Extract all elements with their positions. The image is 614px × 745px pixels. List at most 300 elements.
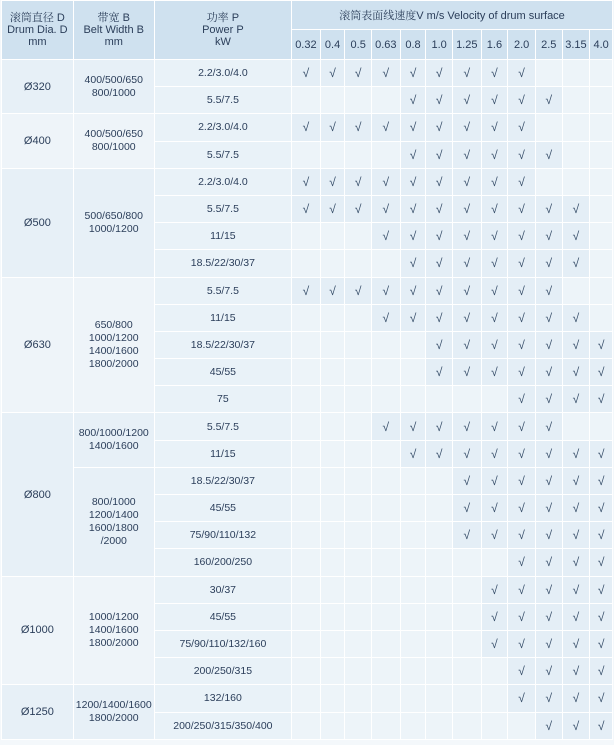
- check-mark-icon: √: [426, 304, 453, 331]
- check-mark-icon: √: [320, 277, 345, 304]
- empty-speed-cell: [371, 250, 400, 277]
- check-mark-icon: √: [508, 195, 536, 222]
- belt-width-line: 800/1000/1200: [78, 427, 149, 440]
- power-cell: 5.5/7.5: [154, 141, 291, 168]
- check-mark-icon: √: [371, 114, 400, 141]
- power-cell: 18.5/22/30/37: [154, 467, 291, 494]
- header-diameter-zh: 滚筒直径 D: [9, 12, 65, 24]
- check-mark-icon: √: [508, 223, 536, 250]
- empty-speed-cell: [590, 114, 613, 141]
- check-mark-icon: √: [426, 141, 453, 168]
- check-mark-icon: √: [452, 522, 481, 549]
- power-cell: 11/15: [154, 223, 291, 250]
- check-mark-icon: √: [481, 630, 508, 657]
- empty-speed-cell: [371, 658, 400, 685]
- check-mark-icon: √: [535, 223, 562, 250]
- check-mark-icon: √: [535, 141, 562, 168]
- empty-speed-cell: [345, 250, 372, 277]
- check-mark-icon: √: [508, 87, 536, 114]
- empty-speed-cell: [400, 359, 426, 386]
- empty-speed-cell: [452, 712, 481, 739]
- empty-speed-cell: [590, 60, 613, 87]
- header-power-zh: 功率 P: [206, 12, 240, 24]
- check-mark-icon: √: [508, 386, 536, 413]
- empty-speed-cell: [426, 549, 453, 576]
- check-mark-icon: √: [452, 359, 481, 386]
- empty-speed-cell: [292, 603, 321, 630]
- belt-width-cell: [73, 467, 154, 576]
- empty-speed-cell: [400, 658, 426, 685]
- check-mark-icon: √: [481, 359, 508, 386]
- power-cell: 200/250/315: [154, 658, 291, 685]
- belt-width-line: 1800/2000: [88, 357, 139, 370]
- empty-speed-cell: [590, 141, 613, 168]
- empty-speed-cell: [452, 603, 481, 630]
- check-mark-icon: √: [452, 495, 481, 522]
- empty-speed-cell: [320, 304, 345, 331]
- check-mark-icon: √: [426, 114, 453, 141]
- power-cell: 2.2/3.0/4.0: [154, 168, 291, 195]
- check-mark-icon: √: [508, 60, 536, 87]
- table-row: [2, 168, 613, 195]
- check-mark-icon: √: [481, 250, 508, 277]
- power-cell: 5.5/7.5: [154, 277, 291, 304]
- check-mark-icon: √: [371, 60, 400, 87]
- check-mark-icon: √: [562, 223, 590, 250]
- belt-width-cell: [73, 114, 154, 168]
- check-mark-icon: √: [535, 359, 562, 386]
- empty-speed-cell: [400, 331, 426, 358]
- check-mark-icon: √: [426, 250, 453, 277]
- empty-speed-cell: [320, 413, 345, 440]
- empty-speed-cell: [292, 658, 321, 685]
- check-mark-icon: √: [452, 304, 481, 331]
- empty-speed-cell: [345, 467, 372, 494]
- check-mark-icon: √: [400, 168, 426, 195]
- header-power-unit: kW: [214, 36, 231, 48]
- empty-speed-cell: [590, 277, 613, 304]
- empty-speed-cell: [292, 522, 321, 549]
- speed-header-cell: 0.63: [371, 30, 400, 60]
- empty-speed-cell: [371, 576, 400, 603]
- power-cell: 160/200/250: [154, 549, 291, 576]
- check-mark-icon: √: [292, 277, 321, 304]
- check-mark-icon: √: [481, 277, 508, 304]
- check-mark-icon: √: [452, 277, 481, 304]
- power-cell: 75: [154, 386, 291, 413]
- check-mark-icon: √: [535, 331, 562, 358]
- check-mark-icon: √: [562, 549, 590, 576]
- check-mark-icon: √: [508, 168, 536, 195]
- empty-speed-cell: [452, 549, 481, 576]
- check-mark-icon: √: [481, 495, 508, 522]
- check-mark-icon: √: [535, 685, 562, 712]
- empty-speed-cell: [345, 685, 372, 712]
- empty-speed-cell: [345, 359, 372, 386]
- check-mark-icon: √: [345, 195, 372, 222]
- empty-speed-cell: [590, 168, 613, 195]
- drum-diameter-cell: Ø400: [2, 114, 74, 168]
- check-mark-icon: √: [426, 277, 453, 304]
- empty-speed-cell: [535, 60, 562, 87]
- empty-speed-cell: [292, 712, 321, 739]
- empty-speed-cell: [345, 495, 372, 522]
- empty-speed-cell: [320, 576, 345, 603]
- empty-speed-cell: [371, 467, 400, 494]
- check-mark-icon: √: [426, 413, 453, 440]
- belt-width-line: 400/500/650: [84, 73, 143, 86]
- check-mark-icon: √: [590, 522, 613, 549]
- empty-speed-cell: [481, 658, 508, 685]
- empty-speed-cell: [320, 658, 345, 685]
- check-mark-icon: √: [426, 331, 453, 358]
- power-cell: 2.2/3.0/4.0: [154, 60, 291, 87]
- belt-width-line: 1000/1200: [88, 331, 139, 344]
- empty-speed-cell: [452, 685, 481, 712]
- check-mark-icon: √: [452, 114, 481, 141]
- check-mark-icon: √: [590, 359, 613, 386]
- empty-speed-cell: [345, 576, 372, 603]
- empty-speed-cell: [320, 386, 345, 413]
- belt-width-cell: [73, 277, 154, 413]
- check-mark-icon: √: [562, 685, 590, 712]
- check-mark-icon: √: [508, 250, 536, 277]
- check-mark-icon: √: [292, 60, 321, 87]
- empty-speed-cell: [400, 549, 426, 576]
- check-mark-icon: √: [481, 522, 508, 549]
- header-belt-width: [73, 1, 154, 60]
- drum-diameter-cell: Ø1250: [2, 685, 74, 739]
- check-mark-icon: √: [452, 413, 481, 440]
- check-mark-icon: √: [481, 467, 508, 494]
- empty-speed-cell: [562, 141, 590, 168]
- empty-speed-cell: [426, 685, 453, 712]
- empty-speed-cell: [452, 630, 481, 657]
- belt-width-cell: [73, 168, 154, 277]
- empty-speed-cell: [345, 331, 372, 358]
- check-mark-icon: √: [481, 440, 508, 467]
- check-mark-icon: √: [320, 195, 345, 222]
- check-mark-icon: √: [452, 331, 481, 358]
- check-mark-icon: √: [426, 195, 453, 222]
- header-power: [154, 1, 291, 60]
- speed-header-cell: 1.25: [452, 30, 481, 60]
- belt-width-line: 650/800: [94, 318, 133, 331]
- check-mark-icon: √: [345, 168, 372, 195]
- check-mark-icon: √: [452, 440, 481, 467]
- speed-header-cell: 0.5: [345, 30, 372, 60]
- empty-speed-cell: [371, 630, 400, 657]
- check-mark-icon: √: [562, 712, 590, 739]
- empty-speed-cell: [292, 549, 321, 576]
- check-mark-icon: √: [535, 250, 562, 277]
- table-row: [2, 467, 613, 494]
- check-mark-icon: √: [481, 576, 508, 603]
- power-cell: 45/55: [154, 495, 291, 522]
- table-row: [2, 685, 613, 712]
- empty-speed-cell: [562, 60, 590, 87]
- table-row: [2, 413, 613, 440]
- check-mark-icon: √: [590, 603, 613, 630]
- empty-speed-cell: [426, 522, 453, 549]
- check-mark-icon: √: [508, 331, 536, 358]
- check-mark-icon: √: [590, 549, 613, 576]
- empty-speed-cell: [590, 195, 613, 222]
- check-mark-icon: √: [562, 440, 590, 467]
- empty-speed-cell: [371, 331, 400, 358]
- check-mark-icon: √: [562, 630, 590, 657]
- check-mark-icon: √: [481, 195, 508, 222]
- belt-width-line: 400/500/650: [84, 128, 143, 141]
- check-mark-icon: √: [535, 549, 562, 576]
- check-mark-icon: √: [535, 386, 562, 413]
- check-mark-icon: √: [535, 630, 562, 657]
- header-diameter-unit: mm: [28, 36, 47, 48]
- drum-diameter-cell: Ø630: [2, 277, 74, 413]
- empty-speed-cell: [345, 549, 372, 576]
- empty-speed-cell: [400, 576, 426, 603]
- empty-speed-cell: [590, 413, 613, 440]
- empty-speed-cell: [400, 603, 426, 630]
- empty-speed-cell: [371, 141, 400, 168]
- check-mark-icon: √: [400, 440, 426, 467]
- check-mark-icon: √: [371, 223, 400, 250]
- empty-speed-cell: [426, 630, 453, 657]
- empty-speed-cell: [481, 386, 508, 413]
- check-mark-icon: √: [562, 522, 590, 549]
- header-belt-unit: mm: [104, 36, 123, 48]
- check-mark-icon: √: [400, 304, 426, 331]
- empty-speed-cell: [345, 658, 372, 685]
- check-mark-icon: √: [426, 168, 453, 195]
- check-mark-icon: √: [452, 195, 481, 222]
- empty-speed-cell: [292, 495, 321, 522]
- empty-speed-cell: [292, 467, 321, 494]
- check-mark-icon: √: [400, 141, 426, 168]
- power-cell: 2.2/3.0/4.0: [154, 114, 291, 141]
- check-mark-icon: √: [535, 413, 562, 440]
- empty-speed-cell: [400, 630, 426, 657]
- empty-speed-cell: [371, 440, 400, 467]
- empty-speed-cell: [426, 495, 453, 522]
- empty-speed-cell: [426, 603, 453, 630]
- check-mark-icon: √: [590, 467, 613, 494]
- check-mark-icon: √: [481, 141, 508, 168]
- empty-speed-cell: [345, 603, 372, 630]
- empty-speed-cell: [320, 331, 345, 358]
- empty-speed-cell: [320, 223, 345, 250]
- check-mark-icon: √: [481, 331, 508, 358]
- check-mark-icon: √: [590, 495, 613, 522]
- empty-speed-cell: [452, 386, 481, 413]
- check-mark-icon: √: [590, 630, 613, 657]
- check-mark-icon: √: [426, 359, 453, 386]
- empty-speed-cell: [320, 630, 345, 657]
- check-mark-icon: √: [400, 114, 426, 141]
- empty-speed-cell: [400, 522, 426, 549]
- check-mark-icon: √: [452, 168, 481, 195]
- table-row: [2, 576, 613, 603]
- belt-width-line: 1400/1600: [88, 344, 139, 357]
- empty-speed-cell: [320, 359, 345, 386]
- power-cell: 11/15: [154, 304, 291, 331]
- belt-width-cell: [73, 60, 154, 114]
- power-cell: 132/160: [154, 685, 291, 712]
- power-cell: 5.5/7.5: [154, 413, 291, 440]
- empty-speed-cell: [426, 712, 453, 739]
- table-row: [2, 60, 613, 87]
- check-mark-icon: √: [508, 630, 536, 657]
- spec-table-body: [2, 60, 613, 740]
- empty-speed-cell: [371, 522, 400, 549]
- power-cell: 200/250/315/350/400: [154, 712, 291, 739]
- check-mark-icon: √: [590, 386, 613, 413]
- speed-header-cell: 1.6: [481, 30, 508, 60]
- empty-speed-cell: [562, 277, 590, 304]
- check-mark-icon: √: [508, 603, 536, 630]
- check-mark-icon: √: [562, 386, 590, 413]
- speed-header-cell: 0.4: [320, 30, 345, 60]
- check-mark-icon: √: [508, 522, 536, 549]
- empty-speed-cell: [345, 630, 372, 657]
- empty-speed-cell: [320, 685, 345, 712]
- empty-speed-cell: [400, 495, 426, 522]
- drum-spec-table: [1, 0, 613, 740]
- empty-speed-cell: [371, 87, 400, 114]
- empty-speed-cell: [400, 386, 426, 413]
- check-mark-icon: √: [562, 250, 590, 277]
- check-mark-icon: √: [400, 413, 426, 440]
- speed-header-cell: 4.0: [590, 30, 613, 60]
- empty-speed-cell: [590, 87, 613, 114]
- empty-speed-cell: [292, 630, 321, 657]
- belt-width-line: 800/1000: [91, 86, 136, 99]
- empty-speed-cell: [320, 87, 345, 114]
- empty-speed-cell: [292, 331, 321, 358]
- check-mark-icon: √: [400, 60, 426, 87]
- check-mark-icon: √: [508, 576, 536, 603]
- belt-width-line: 500/650/800: [84, 209, 143, 222]
- empty-speed-cell: [292, 359, 321, 386]
- check-mark-icon: √: [535, 522, 562, 549]
- empty-speed-cell: [562, 87, 590, 114]
- empty-speed-cell: [371, 549, 400, 576]
- check-mark-icon: √: [481, 304, 508, 331]
- check-mark-icon: √: [508, 413, 536, 440]
- check-mark-icon: √: [562, 576, 590, 603]
- empty-speed-cell: [426, 467, 453, 494]
- belt-width-cell: [73, 413, 154, 467]
- check-mark-icon: √: [481, 87, 508, 114]
- empty-speed-cell: [371, 685, 400, 712]
- speed-header-cell: 0.32: [292, 30, 321, 60]
- empty-speed-cell: [292, 304, 321, 331]
- belt-width-line: 1800/2000: [88, 712, 139, 724]
- check-mark-icon: √: [562, 467, 590, 494]
- empty-speed-cell: [292, 250, 321, 277]
- check-mark-icon: √: [562, 495, 590, 522]
- empty-speed-cell: [371, 359, 400, 386]
- belt-width-line: 1000/1200: [88, 610, 139, 623]
- empty-speed-cell: [345, 440, 372, 467]
- check-mark-icon: √: [452, 467, 481, 494]
- check-mark-icon: √: [481, 114, 508, 141]
- check-mark-icon: √: [535, 658, 562, 685]
- empty-speed-cell: [535, 168, 562, 195]
- check-mark-icon: √: [320, 60, 345, 87]
- check-mark-icon: √: [452, 141, 481, 168]
- power-cell: 11/15: [154, 440, 291, 467]
- check-mark-icon: √: [452, 60, 481, 87]
- check-mark-icon: √: [590, 658, 613, 685]
- empty-speed-cell: [562, 168, 590, 195]
- power-cell: 30/37: [154, 576, 291, 603]
- check-mark-icon: √: [562, 658, 590, 685]
- check-mark-icon: √: [535, 603, 562, 630]
- empty-speed-cell: [426, 658, 453, 685]
- empty-speed-cell: [371, 712, 400, 739]
- belt-width-line: 1000/1200: [88, 222, 139, 235]
- empty-speed-cell: [452, 658, 481, 685]
- empty-speed-cell: [590, 250, 613, 277]
- header-belt-en: Belt Width B: [83, 24, 144, 36]
- belt-width-cell: [73, 576, 154, 685]
- belt-width-line: 800/1000: [91, 141, 136, 154]
- empty-speed-cell: [320, 603, 345, 630]
- empty-speed-cell: [371, 386, 400, 413]
- check-mark-icon: √: [535, 277, 562, 304]
- power-cell: 75/90/110/132/160: [154, 630, 291, 657]
- check-mark-icon: √: [562, 304, 590, 331]
- header-diameter: [2, 1, 74, 60]
- check-mark-icon: √: [320, 114, 345, 141]
- empty-speed-cell: [426, 576, 453, 603]
- check-mark-icon: √: [535, 712, 562, 739]
- check-mark-icon: √: [426, 60, 453, 87]
- empty-speed-cell: [320, 495, 345, 522]
- speed-header-cell: 2.0: [508, 30, 536, 60]
- header-speed-title: 滚筒表面线速度V m/s Velocity of drum surface: [292, 1, 613, 30]
- check-mark-icon: √: [562, 603, 590, 630]
- check-mark-icon: √: [345, 60, 372, 87]
- check-mark-icon: √: [452, 250, 481, 277]
- empty-speed-cell: [481, 685, 508, 712]
- power-cell: 18.5/22/30/37: [154, 250, 291, 277]
- empty-speed-cell: [481, 549, 508, 576]
- check-mark-icon: √: [535, 467, 562, 494]
- check-mark-icon: √: [400, 223, 426, 250]
- check-mark-icon: √: [371, 304, 400, 331]
- table-row: [2, 114, 613, 141]
- drum-diameter-cell: Ø800: [2, 413, 74, 576]
- check-mark-icon: √: [345, 277, 372, 304]
- empty-speed-cell: [345, 522, 372, 549]
- speed-header-cell: 0.8: [400, 30, 426, 60]
- power-cell: 45/55: [154, 359, 291, 386]
- belt-width-line: 1400/1600: [88, 440, 139, 453]
- empty-speed-cell: [371, 495, 400, 522]
- check-mark-icon: √: [481, 603, 508, 630]
- check-mark-icon: √: [535, 576, 562, 603]
- drum-diameter-cell: Ø1000: [2, 576, 74, 685]
- check-mark-icon: √: [292, 168, 321, 195]
- check-mark-icon: √: [371, 413, 400, 440]
- empty-speed-cell: [562, 413, 590, 440]
- empty-speed-cell: [452, 576, 481, 603]
- empty-speed-cell: [345, 141, 372, 168]
- check-mark-icon: √: [292, 195, 321, 222]
- header-belt-zh: 带宽 B: [97, 12, 130, 24]
